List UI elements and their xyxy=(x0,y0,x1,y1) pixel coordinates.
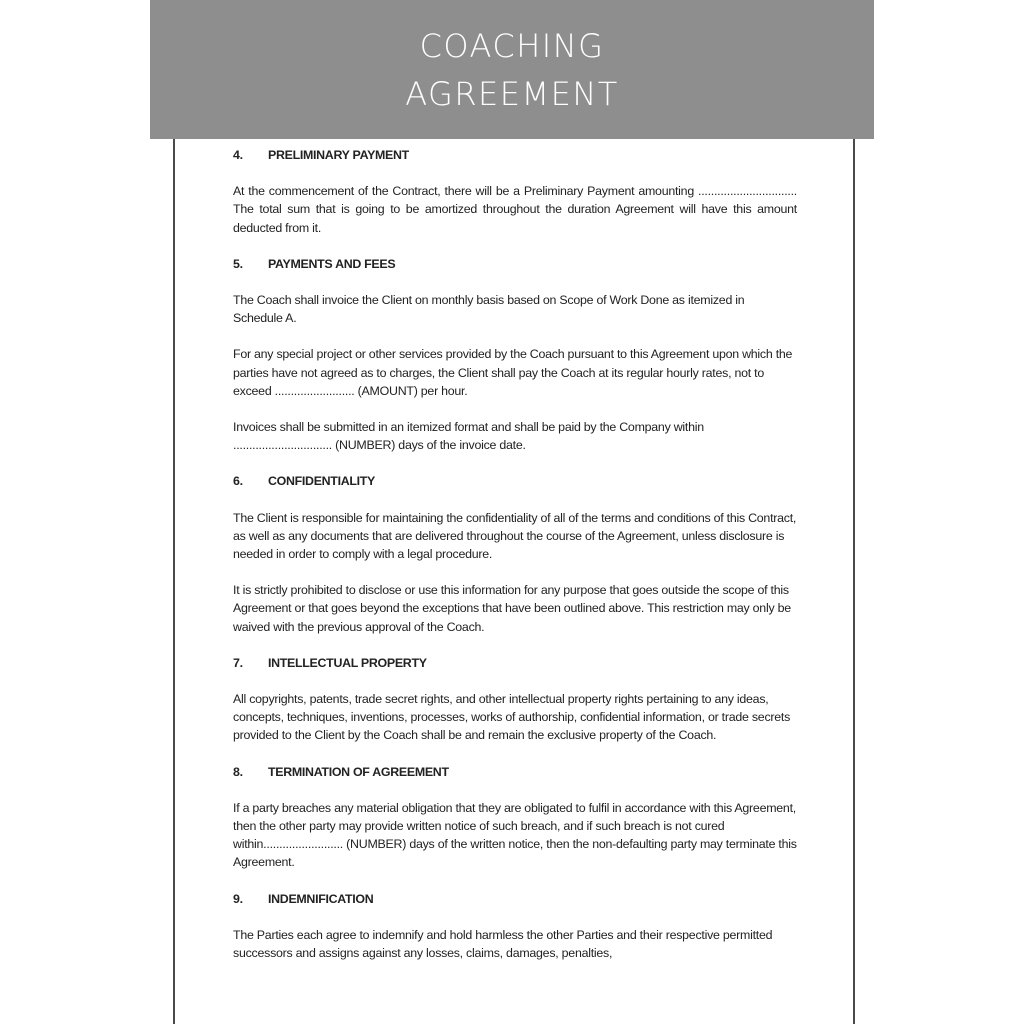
section-paragraph: The Coach shall invoice the Client on monthly basis based on Scope of Work Done as itemized in Schedule A. xyxy=(233,293,745,326)
section-indemnification xyxy=(233,890,797,963)
page-border-left xyxy=(173,0,175,1024)
section-title: CONFIDENTIALITY xyxy=(268,474,376,489)
section-title: INDEMNIFICATION xyxy=(268,891,374,906)
section-paragraph: Invoices shall be submitted in an itemized format and shall be paid by the Company within ............................... (NUMBER) days of the invoice date. xyxy=(233,420,704,453)
section-title: PRELIMINARY PAYMENT xyxy=(268,148,409,162)
section-number: 9. xyxy=(233,891,243,906)
section-confidentiality xyxy=(233,472,797,635)
section-paragraph: The Parties each agree to indemnify and hold harmless the other Parties and their respective permitted successors and assigns against any losses, claims, damages, penalties, xyxy=(233,927,773,961)
section-paragraph: All copyrights, patents, trade secret rights, and other intellectual property rights pertaining to any ideas, concepts, techniques, inventions, processes, works of authorship, confidential information, or trade secrets provided to the Client by the Coach shall be and remain the exclusive property of the Coach. xyxy=(233,692,791,743)
section-payments-and-fees xyxy=(233,255,797,455)
section-number: 7. xyxy=(233,655,243,670)
section-heading xyxy=(233,763,797,781)
section-heading xyxy=(233,472,797,490)
section-heading xyxy=(233,890,797,908)
section-paragraph: If a party breaches any material obligation that they are obligated to fulfil in accordance with this Agreement, then the other party may provide written notice of such breach, and if such breach is not cured within......................... (NUMBER) days of the written notice, then the non-defaulting party may terminate this Agreement. xyxy=(233,800,797,870)
section-title: INTELLECTUAL PROPERTY xyxy=(268,655,427,670)
title-banner xyxy=(150,0,874,139)
section-intellectual-property xyxy=(233,654,797,745)
section-title: PAYMENTS AND FEES xyxy=(268,256,396,271)
section-preliminary-payment xyxy=(233,146,797,237)
section-number: 4. xyxy=(233,148,243,162)
section-paragraph: It is strictly prohibited to disclose or use this information for any purpose that goes outside the scope of this Agreement or that goes beyond the exceptions that have been outlined above. This restriction may only be waived with the previous approval of the Coach. xyxy=(233,583,791,634)
section-title: TERMINATION OF AGREEMENT xyxy=(268,764,449,779)
section-heading xyxy=(233,146,797,164)
document-body xyxy=(233,146,797,980)
section-paragraph: For any special project or other services provided by the Coach pursuant to this Agreement upon which the parties have not agreed as to charges, the Client shall pay the Coach at its regular hourly rates, not to exceed ......................... (AMOUNT) per hour. xyxy=(233,347,793,398)
section-number: 5. xyxy=(233,256,243,271)
banner-title-line-1: COACHING xyxy=(419,26,605,65)
section-number: 6. xyxy=(233,474,243,489)
section-paragraph: At the commencement of the Contract, there will be a Preliminary Payment amounting ............................... The total sum that is going to be amortized throughout the duration Agreement will have this amount deducted from it. xyxy=(233,184,797,235)
banner-title-line-2: AGREEMENT xyxy=(405,74,619,113)
section-heading xyxy=(233,654,797,672)
section-number: 8. xyxy=(233,764,243,779)
section-heading xyxy=(233,255,797,273)
section-paragraph: The Client is responsible for maintaining the confidentiality of all of the terms and conditions of this Contract, as well as any documents that are delivered throughout the course of the Agreement, unless disclosure is needed in order to comply with a legal procedure. xyxy=(233,510,797,562)
section-termination-of-agreement xyxy=(233,763,797,872)
page-border-right xyxy=(853,0,855,1024)
